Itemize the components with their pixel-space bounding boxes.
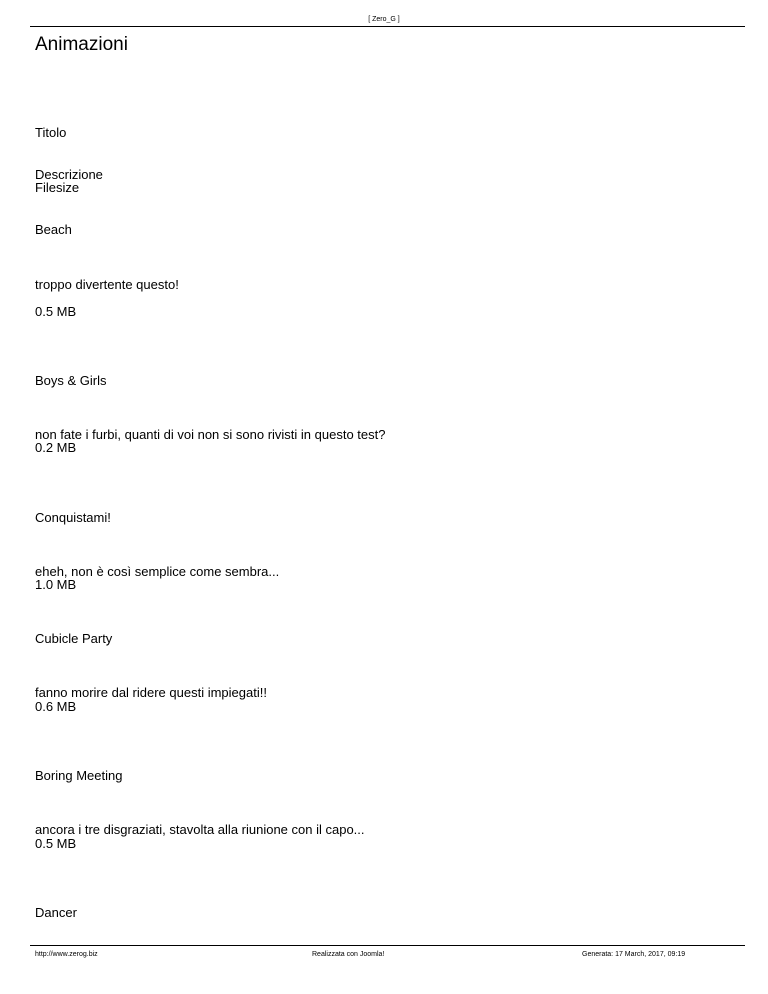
- column-header-title: Titolo: [35, 125, 67, 140]
- item-filesize: 0.5 MB: [35, 836, 77, 851]
- item-title: Cubicle Party: [35, 631, 113, 646]
- footer-generated-date: Generata: 17 March, 2017, 09:19: [582, 951, 686, 958]
- item-description: eheh, non è così semplice come sembra...: [35, 564, 280, 579]
- item-title: Beach: [35, 222, 72, 237]
- item-description: troppo divertente questo!: [35, 277, 179, 292]
- item-filesize: 0.5 MB: [35, 304, 77, 319]
- page-title: Animazioni: [35, 34, 128, 55]
- footer-divider: [30, 945, 745, 946]
- item-description: non fate i furbi, quanti di voi non si sono rivisti in questo test?: [35, 427, 386, 442]
- header-divider: [30, 26, 745, 27]
- item-title: Boring Meeting: [35, 768, 123, 783]
- footer-credit: Realizzata con Joomla!: [312, 951, 385, 958]
- site-name: [ Zero_G ]: [368, 16, 400, 23]
- item-title: Conquistami!: [35, 510, 111, 525]
- item-description: fanno morire dal ridere questi impiegati!!: [35, 685, 267, 700]
- column-header-filesize: Filesize: [35, 180, 80, 195]
- item-filesize: 0.6 MB: [35, 699, 77, 714]
- item-title: Boys & Girls: [35, 373, 107, 388]
- item-filesize: 1.0 MB: [35, 577, 77, 592]
- item-description: ancora i tre disgraziati, stavolta alla riunione con il capo...: [35, 822, 365, 837]
- item-filesize: 0.2 MB: [35, 440, 77, 455]
- column-header-description: Descrizione: [35, 167, 103, 182]
- footer-url: http://www.zerog.biz: [35, 951, 98, 958]
- item-title: Dancer: [35, 905, 77, 920]
